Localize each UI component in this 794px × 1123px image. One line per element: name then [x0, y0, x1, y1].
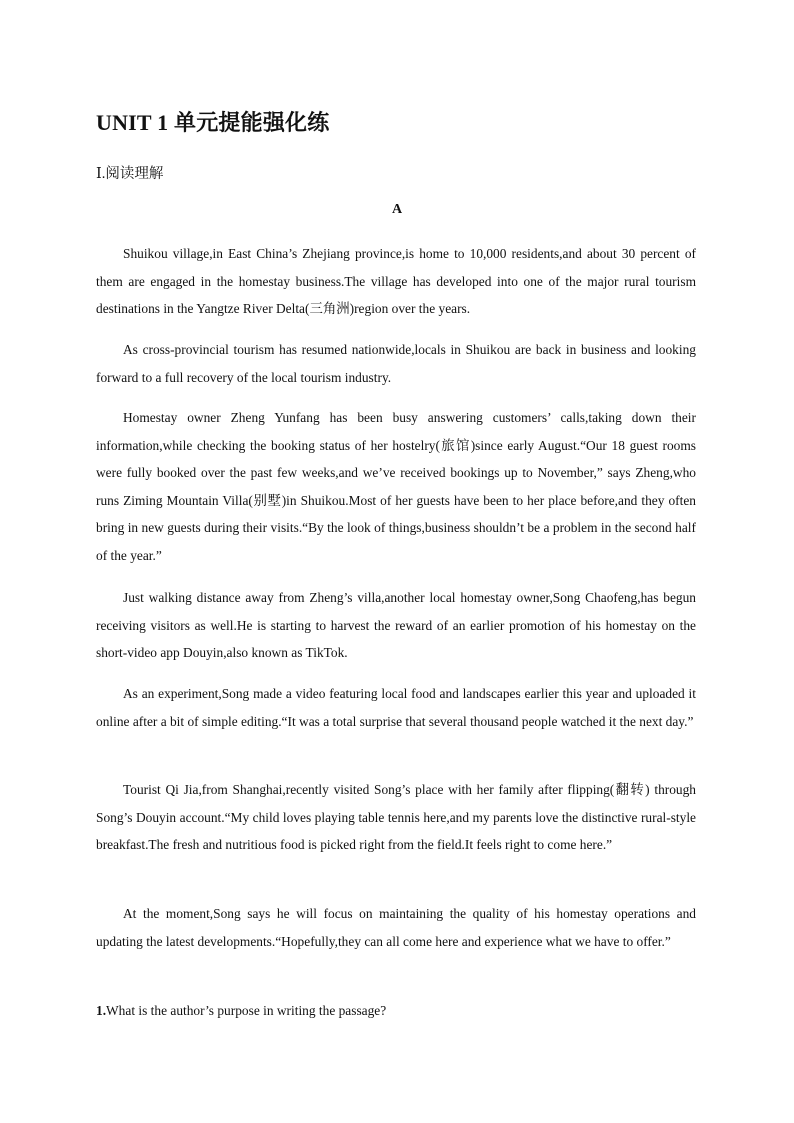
question-number: 1.	[96, 1003, 107, 1018]
passage-letter: A	[391, 202, 403, 217]
question-text: What is the author’s purpose in writing the passage?	[106, 1003, 387, 1018]
paragraph-6: Tourist Qi Jia,from Shanghai,recently visited Song’s place with her family after flipping(翻转) through Song’s Douyin account.“My child loves playing table tennis here,and my parents love the distinctive rural-style breakfast.The fresh and nutritious food is picked right from the field.It feels right to come here.”	[96, 782, 696, 852]
section-heading: Ⅰ.阅读理解	[96, 166, 164, 182]
paragraph-2: As cross-provincial tourism has resumed nationwide,locals in Shuikou are back in business and looking forward to a full recovery of the local tourism industry.	[96, 342, 696, 385]
unit-title: UNIT 1 单元提能强化练	[96, 110, 330, 135]
paragraph-4: Just walking distance away from Zheng’s villa,another local homestay owner,Song Chaofeng,has begun receiving visitors as well.He is starting to harvest the reward of an earlier promotion of his homestay on the short-video app Douyin,also known as TikTok.	[96, 590, 696, 660]
paragraph-5: As an experiment,Song made a video featuring local food and landscapes earlier this year and uploaded it online after a bit of simple editing.“It was a total surprise that several thousand people watched it the next day.”	[96, 686, 696, 729]
paragraph-3: Homestay owner Zheng Yunfang has been busy answering customers’ calls,taking down their information,while checking the booking status of her hostelry(旅馆)since early August.“Our 18 guest rooms were fully booked over the past few weeks,and we’ve received bookings up to November,” says Zheng,who runs Ziming Mountain Villa(别墅)in Shuikou.Most of her guests have been to her place before,and they often bring in new guests during their visits.“By the look of things,business shouldn’t be a problem in the second half of the year.”	[96, 410, 696, 563]
question-1	[96, 997, 386, 1025]
paragraph-1: Shuikou village,in East China’s Zhejiang province,is home to 10,000 residents,and about 30 percent of them are engaged in the homestay business.The village has developed into one of the major rural tourism destinations in the Yangtze River Delta(三角洲)region over the years.	[96, 246, 696, 316]
paragraph-7: At the moment,Song says he will focus on maintaining the quality of his homestay operations and updating the latest developments.“Hopefully,they can all come here and experience what we have to offer.”	[96, 906, 696, 949]
